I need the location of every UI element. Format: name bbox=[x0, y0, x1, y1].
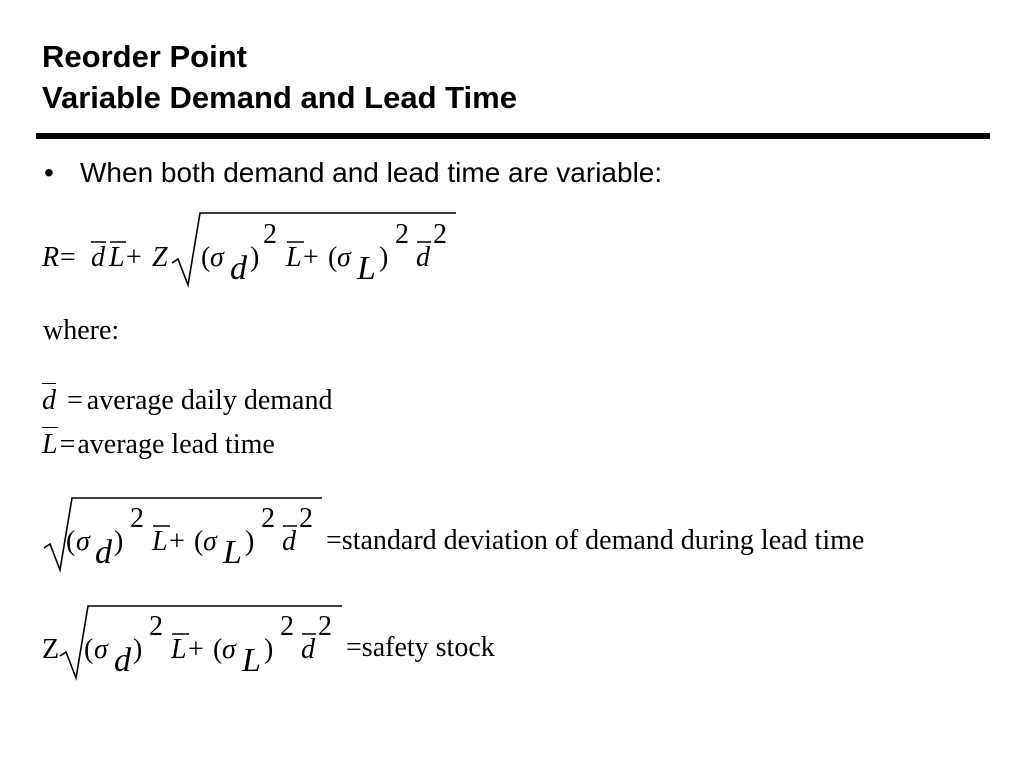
def-lbar-text: average lead time bbox=[77, 429, 275, 460]
svg-text:d: d bbox=[95, 534, 112, 571]
reorder-point-formula bbox=[38, 205, 468, 290]
svg-text:+: + bbox=[188, 634, 204, 665]
svg-text:2: 2 bbox=[433, 219, 447, 250]
formula-d: d bbox=[91, 242, 105, 273]
svg-text:2: 2 bbox=[263, 219, 277, 250]
svg-text:(: ( bbox=[194, 526, 204, 557]
title-divider bbox=[36, 133, 990, 139]
svg-text:σ: σ bbox=[222, 634, 236, 665]
svg-text:+: + bbox=[303, 242, 319, 273]
formula-R: R bbox=[42, 242, 60, 273]
svg-text:(: ( bbox=[213, 634, 223, 665]
svg-text:σ: σ bbox=[94, 634, 108, 665]
formula-equals: = bbox=[60, 242, 76, 273]
svg-text:σ: σ bbox=[203, 526, 217, 557]
svg-text:(: ( bbox=[328, 242, 338, 273]
slide-title bbox=[42, 36, 517, 118]
bullet-text: When both demand and lead time are variable: bbox=[80, 157, 663, 188]
svg-text:2: 2 bbox=[130, 503, 144, 534]
safety-stock-formula bbox=[38, 598, 358, 683]
svg-text:): ) bbox=[133, 634, 143, 665]
svg-text:(: ( bbox=[84, 634, 94, 665]
svg-text:L: L bbox=[223, 534, 242, 571]
bullet-item bbox=[44, 157, 662, 189]
svg-text:d: d bbox=[416, 242, 430, 273]
svg-text:L: L bbox=[152, 526, 168, 557]
where-label: where: bbox=[43, 315, 120, 346]
svg-text:(: ( bbox=[201, 242, 211, 273]
def-sigma-text: standard deviation of demand during lead time bbox=[341, 525, 865, 556]
svg-text:): ) bbox=[245, 526, 255, 557]
svg-text:2: 2 bbox=[261, 503, 275, 534]
sigma-dlt-formula bbox=[40, 490, 340, 575]
def-sigma: =standard deviation of demand during lead time bbox=[326, 525, 865, 556]
dbar-symbol: d bbox=[42, 385, 56, 416]
title-line-1: Reorder Point bbox=[42, 39, 247, 74]
def-safety: =safety stock bbox=[346, 632, 495, 663]
svg-text:L: L bbox=[357, 250, 376, 287]
svg-text:L: L bbox=[286, 242, 302, 273]
def-dbar-text: average daily demand bbox=[86, 385, 333, 416]
svg-text:Z: Z bbox=[42, 634, 60, 665]
svg-text:2: 2 bbox=[395, 219, 409, 250]
title-line-2: Variable Demand and Lead Time bbox=[42, 80, 517, 115]
svg-text:2: 2 bbox=[149, 611, 163, 642]
svg-text:+: + bbox=[169, 526, 185, 557]
svg-text:): ) bbox=[114, 526, 124, 557]
formula-Z: Z bbox=[152, 242, 168, 273]
def-dbar: d = average daily demand bbox=[42, 385, 333, 416]
formula-plus: + bbox=[126, 242, 142, 273]
svg-text:2: 2 bbox=[280, 611, 294, 642]
svg-text:2: 2 bbox=[318, 611, 332, 642]
svg-text:L: L bbox=[171, 634, 187, 665]
formula-L: L bbox=[109, 242, 125, 273]
svg-text:): ) bbox=[379, 242, 389, 273]
def-lbar: L=average lead time bbox=[42, 429, 275, 460]
svg-text:d: d bbox=[282, 526, 296, 557]
svg-text:d: d bbox=[230, 250, 247, 287]
bullet-dot: • bbox=[44, 157, 54, 188]
svg-text:): ) bbox=[250, 242, 260, 273]
svg-text:): ) bbox=[264, 634, 274, 665]
sigma-d: σ bbox=[210, 242, 224, 273]
def-safety-text: safety stock bbox=[361, 632, 495, 663]
svg-text:L: L bbox=[242, 642, 261, 679]
svg-text:2: 2 bbox=[299, 503, 313, 534]
svg-text:d: d bbox=[301, 634, 315, 665]
svg-text:σ: σ bbox=[76, 526, 90, 557]
svg-text:(: ( bbox=[66, 526, 76, 557]
svg-text:d: d bbox=[114, 642, 131, 679]
sigma-L: σ bbox=[337, 242, 351, 273]
lbar-symbol: L bbox=[42, 429, 58, 460]
